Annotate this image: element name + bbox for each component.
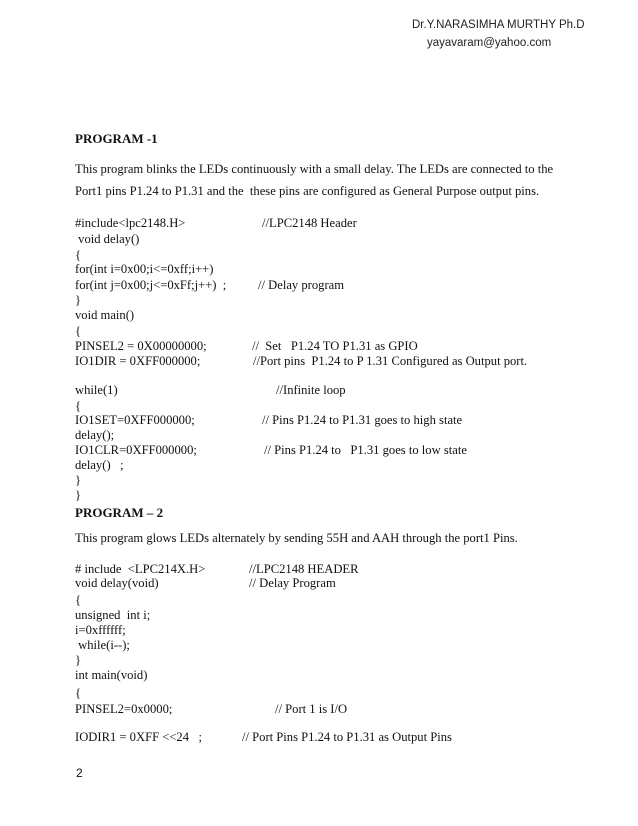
- code-comment: // Port 1 is I/O: [275, 702, 348, 716]
- code-comment: // Delay program: [258, 278, 345, 292]
- code-line: int main(void): [75, 668, 148, 682]
- code-line: for(int j=0x00;j<=0xFf;j++) ;: [75, 278, 227, 292]
- code-line: for(int i=0x00;i<=0xff;i++): [75, 262, 214, 276]
- code-comment: // Delay Program: [249, 576, 336, 590]
- code-line: while(i--);: [75, 638, 130, 652]
- code-line: }: [75, 293, 82, 307]
- code-line: i=0xffffff;: [75, 623, 126, 637]
- code-line: # include <LPC214X.H>: [75, 562, 206, 576]
- program-1-title: PROGRAM -1: [75, 131, 158, 146]
- program-1-description-line-1: This program blinks the LEDs continuously with a small delay. The LEDs are connected to the: [75, 162, 554, 176]
- code-comment: //LPC2148 Header: [262, 216, 357, 230]
- code-line: unsigned int i;: [75, 608, 151, 622]
- code-line: PINSEL2 = 0X00000000;: [75, 339, 207, 353]
- code-line: void delay(): [75, 232, 140, 246]
- code-line: delay();: [75, 428, 115, 442]
- program-2-title: PROGRAM – 2: [75, 505, 164, 520]
- code-line: }: [75, 653, 82, 667]
- program-2-description: This program glows LEDs alternately by sending 55H and AAH through the port1 Pins.: [75, 531, 518, 545]
- page-number: 2: [76, 766, 83, 780]
- code-comment: // Set P1.24 TO P1.31 as GPIO: [252, 339, 418, 353]
- author-name: Dr.Y.NARASIMHA MURTHY Ph.D: [412, 19, 585, 31]
- code-comment: // Pins P1.24 to P1.31 goes to low state: [264, 443, 467, 457]
- code-line: {: [75, 593, 82, 607]
- code-line: IO1DIR = 0XFF000000;: [75, 354, 201, 368]
- code-line: {: [75, 686, 82, 700]
- code-line: }: [75, 488, 82, 502]
- code-comment: //Port pins P1.24 to P 1.31 Configured as Output port.: [253, 354, 528, 368]
- code-line: while(1): [75, 383, 118, 397]
- author-email: yayavaram@yahoo.com: [427, 37, 552, 49]
- code-line: IO1CLR=0XFF000000;: [75, 443, 197, 457]
- code-line: }: [75, 473, 82, 487]
- code-comment: // Port Pins P1.24 to P1.31 as Output Pins: [242, 730, 452, 744]
- code-line: delay() ;: [75, 458, 124, 472]
- code-line: void main(): [75, 308, 135, 322]
- code-line: IO1SET=0XFF000000;: [75, 413, 195, 427]
- code-comment: //Infinite loop: [276, 383, 346, 397]
- code-comment: // Pins P1.24 to P1.31 goes to high state: [262, 413, 463, 427]
- program-1-description-line-2: Port1 pins P1.24 to P1.31 and the these pins are configured as General Purpose output pins.: [75, 184, 540, 198]
- code-line: #include<lpc2148.H>: [75, 216, 186, 230]
- code-line: void delay(void): [75, 576, 159, 590]
- code-line: {: [75, 324, 82, 338]
- code-comment: //LPC2148 HEADER: [249, 562, 359, 576]
- code-line: IODIR1 = 0XFF <<24 ;: [75, 730, 202, 744]
- code-line: {: [75, 248, 82, 262]
- code-line: PINSEL2=0x0000;: [75, 702, 173, 716]
- code-line: {: [75, 399, 82, 413]
